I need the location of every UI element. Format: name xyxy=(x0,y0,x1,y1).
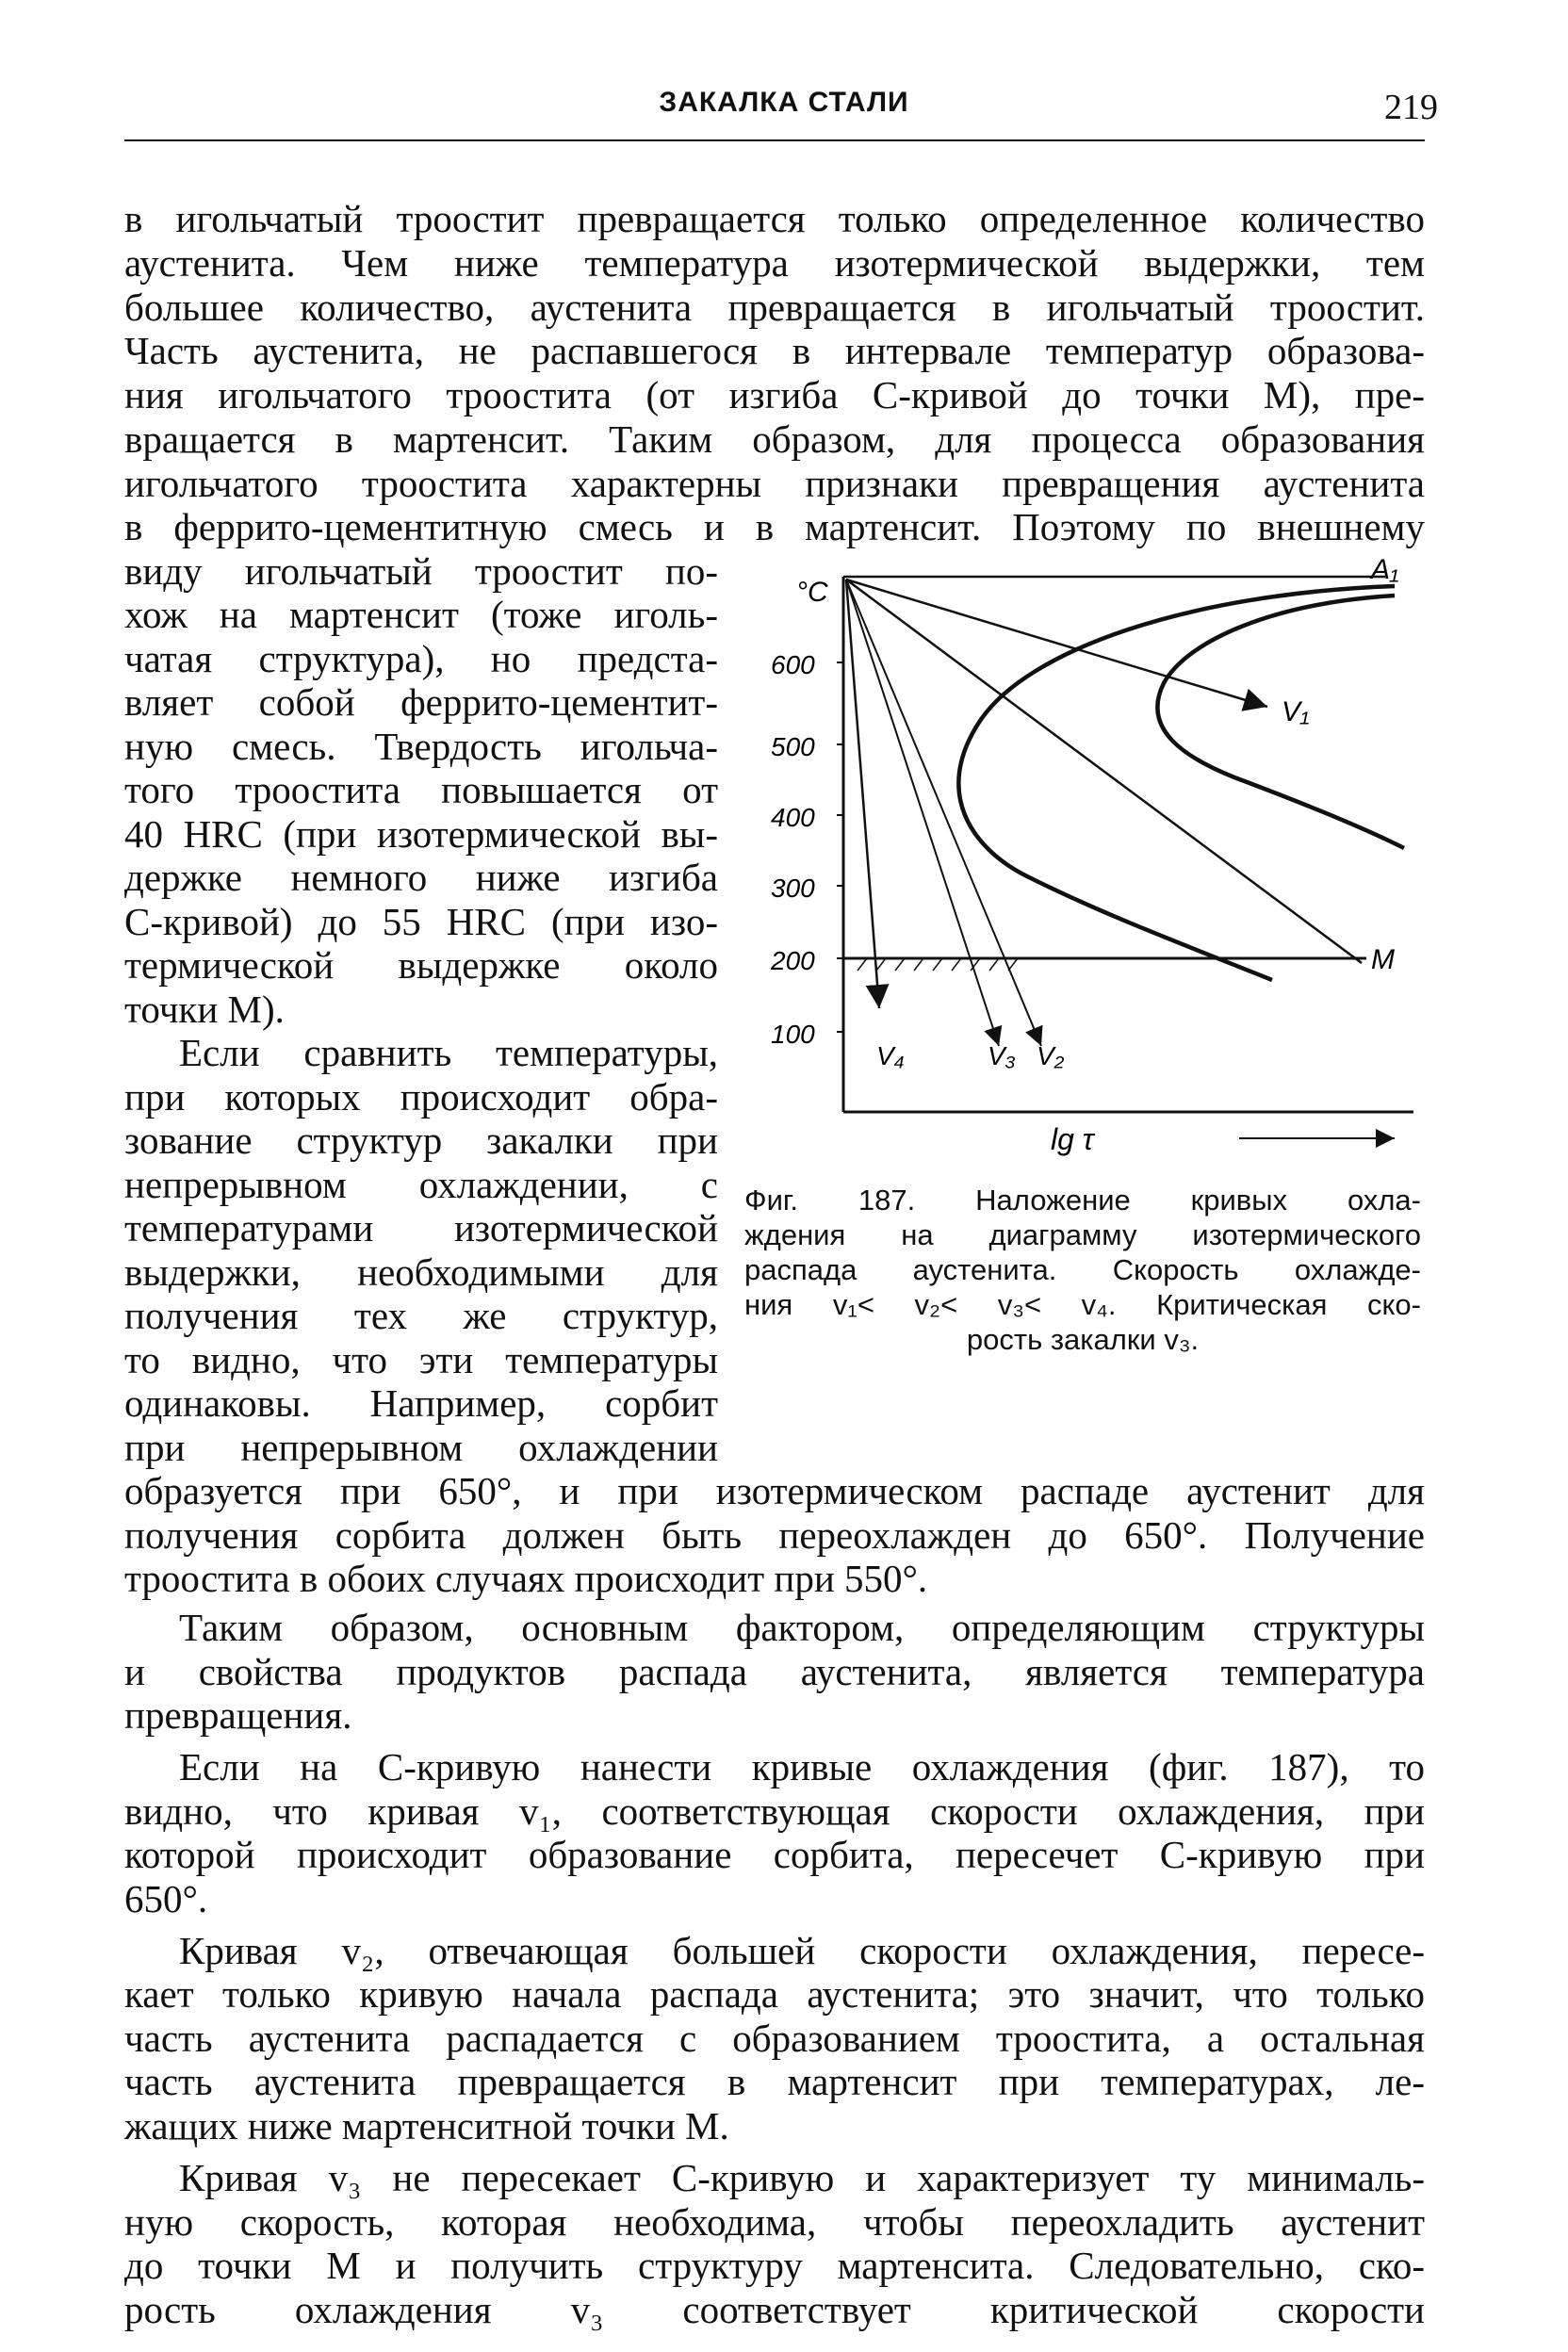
text-line: виду игольчатый троостит по- xyxy=(124,549,718,593)
text-line: кает только кривую начала распада аустенита; это значит, что только xyxy=(124,1972,1425,2016)
text-line: которой происходит образование сорбита, пересечет С-кривую при xyxy=(124,1833,1425,1876)
c-curve-start xyxy=(958,586,1395,980)
text-line: жащих ниже мартенситной точки М. xyxy=(124,2104,729,2148)
text-line: аустенита. Чем ниже температура изотермической выдержки, тем xyxy=(124,241,1425,285)
text-line: Таким образом, основным фактором, определяющим структуры xyxy=(179,1606,1425,1649)
text-line: получения тех же структур, xyxy=(124,1294,718,1337)
text-line: хож на мартенсит (тоже иголь- xyxy=(124,593,718,636)
m-line-hatching xyxy=(858,958,1018,971)
y-tick-label: 400 xyxy=(771,803,815,832)
header-rule xyxy=(124,139,1425,141)
text-line: игольчатого троостита характерны признаки превращения аустенита xyxy=(124,462,1425,505)
text-line: Если сравнить температуры, xyxy=(179,1031,718,1074)
y-tick-label: 500 xyxy=(771,732,815,761)
figure-caption-line: ждения на диаграмму изотермического xyxy=(744,1218,1421,1251)
text-line: 650°. xyxy=(124,1877,208,1920)
page-number: 219 xyxy=(1384,88,1438,127)
text-line: зование структур закалки при xyxy=(124,1119,718,1162)
text-line: непрерывном охлаждении, с xyxy=(124,1163,718,1206)
text-line: С-кривой) до 55 HRC (при изо- xyxy=(124,900,718,943)
y-tick-label: 100 xyxy=(771,1020,815,1049)
text-line: того троостита повышается от xyxy=(124,768,718,811)
text-line: вляет собой феррито-цементит- xyxy=(124,680,718,724)
text-line: то видно, что эти температуры xyxy=(124,1338,718,1381)
text-line: держке немного ниже изгиба xyxy=(124,856,718,899)
text-line: одинаковы. Например, сорбит xyxy=(124,1381,718,1425)
running-header-title: ЗАКАЛКА СТАЛИ xyxy=(659,87,909,118)
text-line: большее количество, аустенита превращается в игольчатый троостит. xyxy=(124,286,1425,329)
text-line: Если на С-кривую нанести кривые охлаждения (фиг. 187), то xyxy=(179,1745,1425,1788)
text-line: точки М). xyxy=(124,988,285,1031)
text-line: рость охлаждения v₃ соответствует критической скорости xyxy=(124,2288,1425,2331)
text-line: термической выдержке около xyxy=(124,943,718,987)
figure-caption-line: ния v₁< v₂< v₃< v₄. Критическая ско- xyxy=(744,1288,1421,1321)
text-line: при непрерывном охлаждении xyxy=(124,1426,718,1469)
figure-187-diagram xyxy=(744,556,1423,1168)
text-line: выдержки, необходимыми для xyxy=(124,1250,718,1294)
cooling-curve-v3 xyxy=(846,580,999,1046)
y-tick-label: 600 xyxy=(771,650,815,679)
figure-caption-line: рость закалки v₃. xyxy=(966,1323,1200,1356)
text-line: чатая структура), но предста- xyxy=(124,637,718,680)
text-line: вращается в мартенсит. Таким образом, для процесса образования xyxy=(124,417,1425,461)
figure-caption-line: распада аустенита. Скорость охлажде- xyxy=(744,1253,1421,1286)
text-line: до точки М и получить структуру мартенсита. Следовательно, ско- xyxy=(124,2244,1425,2287)
text-line: получения сорбита должен быть переохлажден до 650°. Получение xyxy=(124,1513,1425,1557)
y-tick-label: 200 xyxy=(771,946,815,975)
text-line: температурами изотермической xyxy=(124,1206,718,1250)
text-line: в феррито-цементитную смесь и в мартенсит. Поэтому по внешнему xyxy=(124,505,1425,548)
text-line: видно, что кривая v₁, соответствующая скорости охлаждения, при xyxy=(124,1789,1425,1833)
text-line: и свойства продуктов распада аустенита, является температура xyxy=(124,1650,1425,1693)
figure-caption-line: Фиг. 187. Наложение кривых охла- xyxy=(744,1184,1421,1217)
y-tick-label: 300 xyxy=(771,874,815,903)
y-axis-unit-label: °C xyxy=(796,577,828,608)
text-line: Кривая v₃ не пересекает С-кривую и характеризует ту минималь- xyxy=(179,2156,1425,2199)
text-line: образуется при 650°, и при изотермическом распаде аустенит для xyxy=(124,1469,1425,1512)
v4-label: V₄ xyxy=(876,1041,905,1070)
v3-label: V₃ xyxy=(988,1041,1016,1070)
text-line: в игольчатый троостит превращается только определенное количество xyxy=(124,197,1425,240)
cooling-curve-v2 xyxy=(846,580,1041,1046)
text-line: ную смесь. Твердость игольча- xyxy=(124,725,718,768)
text-line: Кривая v₂, отвечающая большей скорости охлаждения, пересе- xyxy=(179,1929,1425,1972)
text-line: ную скорость, которая необходима, чтобы переохладить аустенит xyxy=(124,2200,1425,2244)
text-line: Часть аустенита, не распавшегося в интервале температур образова- xyxy=(124,329,1425,372)
a1-label: A₁ xyxy=(1371,556,1399,585)
text-line: ния игольчатого троостита (от изгиба С-кривой до точки М), пре- xyxy=(124,373,1425,416)
text-line: 40 HRC (при изотермической вы- xyxy=(124,812,718,856)
x-axis-label: lg τ xyxy=(1051,1122,1094,1156)
v2-label: V₂ xyxy=(1037,1041,1065,1070)
text-line: при которых происходит обра- xyxy=(124,1075,718,1119)
text-line: троостита в обоих случаях происходит при 550°. xyxy=(124,1557,928,1600)
v1-label: V₁ xyxy=(1282,696,1310,727)
text-line: часть аустенита распадается с образованием троостита, а остальная xyxy=(124,2017,1425,2060)
text-line: превращения. xyxy=(124,1693,352,1737)
cooling-curve-v4 xyxy=(846,580,879,1008)
text-line: часть аустенита превращается в мартенсит при температурах, ле- xyxy=(124,2060,1425,2103)
m-label: М xyxy=(1371,944,1395,975)
